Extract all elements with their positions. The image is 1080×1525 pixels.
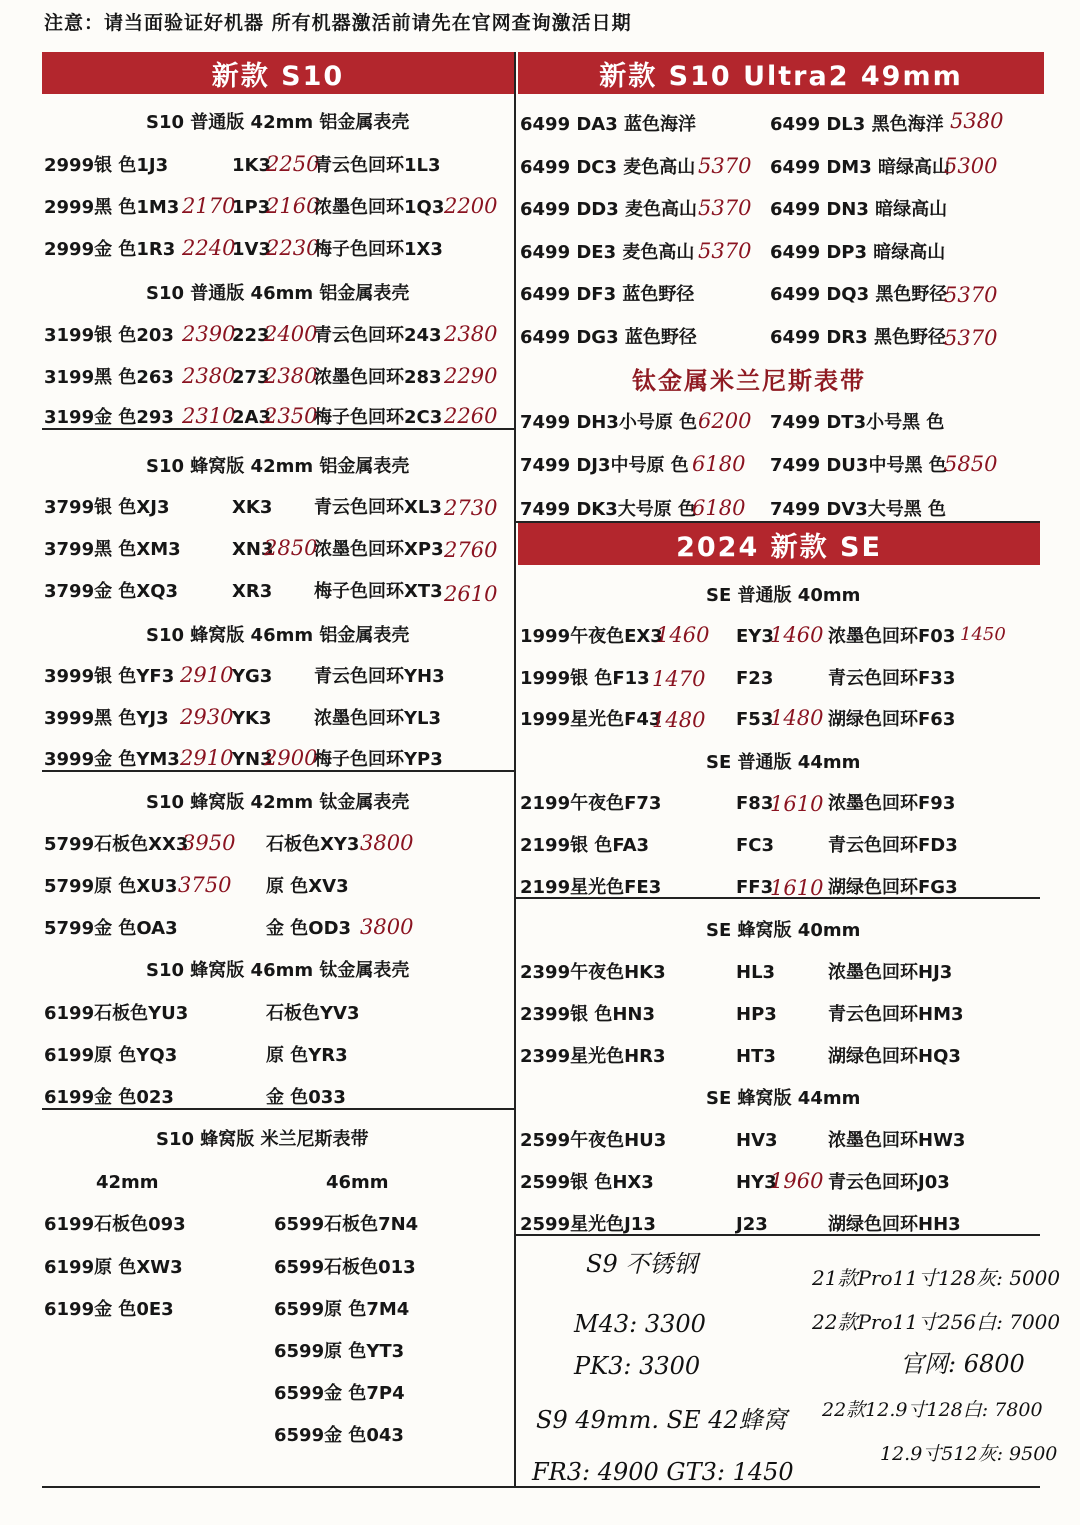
se-cell40-row3-a: 2399星光色HR3 <box>520 1046 666 1067</box>
ultra-row2-ha: 5370 <box>698 154 752 178</box>
se-gps40-row1-ha: 1460 <box>656 623 710 647</box>
divider-bottom <box>42 1486 1040 1488</box>
se-gps44-row3-hb: 1610 <box>770 876 824 900</box>
ultra-band-row2-b: 7499 DU3中号黑 色 <box>770 455 947 476</box>
ultra-row2-hb: 5300 <box>944 154 998 178</box>
se-cell40-row1-a: 2399午夜色HK3 <box>520 962 666 983</box>
s10-alu46-row3-a: 3199金 色293 <box>44 407 174 428</box>
ultra-band-row2-a: 7499 DJ3中号原 色 <box>520 455 689 476</box>
s10-alu42-row3-ha: 2240 <box>182 236 236 260</box>
s10-title-bar: 新款 S10 <box>42 52 514 94</box>
s10-milanese-46-row6: 6599金 色043 <box>274 1425 404 1446</box>
se-gps40-header: SE 普通版 40mm <box>706 585 861 606</box>
s10-alu42-row2-hb: 2160 <box>266 194 320 218</box>
s10-milanese-42-row1: 6199石板色093 <box>44 1214 186 1235</box>
ultra-row3-ha: 5370 <box>698 196 752 220</box>
se-cell44-row3-a: 2599星光色J13 <box>520 1214 656 1235</box>
s10-alu42-row2-ha: 2170 <box>182 194 236 218</box>
ultra-milanese-header: 钛金属米兰尼斯表带 <box>632 367 866 395</box>
s10-alu42-row2-b: 1P3 <box>232 197 271 218</box>
s10-milanese-sub42: 42mm <box>96 1172 159 1193</box>
s10-alu46-row3-b: 2A3 <box>232 407 271 428</box>
ultra-row6-b: 6499 DR3 黑色野径 <box>770 327 946 348</box>
note-m43: M43: 3300 <box>574 1310 706 1338</box>
se-gps40-row2-c: 青云色回环F33 <box>828 668 956 689</box>
ultra2-title-bar: 新款 S10 Ultra2 49mm <box>518 52 1044 94</box>
s10-ti46-row2-a: 6199原 色YQ3 <box>44 1045 178 1066</box>
s10-alu42-row3-hb: 2230 <box>266 236 320 260</box>
s10-alu46-row3-hc: 2260 <box>444 404 498 428</box>
s10-cell42-row3-hc: 2610 <box>444 582 498 606</box>
se-cell40-row2-c: 青云色回环HM3 <box>828 1004 964 1025</box>
s10-cell42-row3-b: XR3 <box>232 581 273 602</box>
s10-alu46-row2-ha: 2380 <box>182 364 236 388</box>
s10-cell46-row1-b: YG3 <box>232 666 273 687</box>
se-cell40-header: SE 蜂窝版 40mm <box>706 920 861 941</box>
ultra-row1-hb: 5380 <box>950 109 1004 133</box>
s10-alu46-row3-ha: 2310 <box>182 404 236 428</box>
ultra-row4-a: 6499 DE3 麦色高山 <box>520 242 695 263</box>
s10-alu46-row2-hb: 2380 <box>264 364 318 388</box>
s10-cell42-row2-hc: 2760 <box>444 538 498 562</box>
se-gps40-row3-hb: 1480 <box>770 706 824 730</box>
se-cell44-row3-b: J23 <box>736 1214 768 1235</box>
ultra-row2-a: 6499 DC3 麦色高山 <box>520 157 696 178</box>
note-ipad-129-512: 12.9寸512灰: 9500 <box>880 1443 1058 1465</box>
s10-alu46-row1-hc: 2380 <box>444 322 498 346</box>
s10-alu46-row1-a: 3199银 色203 <box>44 325 174 346</box>
s10-alu46-header: S10 普通版 46mm 铝金属表壳 <box>146 283 410 304</box>
s10-alu42-row2-hc: 2200 <box>444 194 498 218</box>
s10-cell46-header: S10 蜂窝版 46mm 铝金属表壳 <box>146 625 410 646</box>
se-gps40-row1-b: EY3 <box>736 626 774 647</box>
se-cell44-row2-hb: 1960 <box>770 1169 824 1193</box>
s10-cell46-row3-b: YN3 <box>232 749 273 770</box>
se-cell44-row1-b: HV3 <box>736 1130 778 1151</box>
se-cell40-row2-a: 2399银 色HN3 <box>520 1004 656 1025</box>
se-gps40-row3-ha: 1480 <box>652 708 706 732</box>
s10-alu42-row2-a: 2999黑 色1M3 <box>44 197 180 218</box>
s10-milanese-46-row1: 6599石板色7N4 <box>274 1214 419 1235</box>
s10-alu46-row1-ha: 2390 <box>182 322 236 346</box>
s10-ti42-row1-a: 5799石板色XX3 <box>44 834 189 855</box>
divider-right-1 <box>516 521 1040 523</box>
s10-ti46-row1-b: 石板色YV3 <box>266 1003 360 1024</box>
s10-alu46-row3-hb: 2350 <box>264 404 318 428</box>
s10-cell46-row3-a: 3999金 色YM3 <box>44 749 180 770</box>
ultra-band-row3-b: 7499 DV3大号黑 色 <box>770 499 947 520</box>
s10-milanese-42-row2: 6199原 色XW3 <box>44 1257 183 1278</box>
se-gps44-row2-c: 青云色回环FD3 <box>828 835 958 856</box>
s10-cell46-row2-c: 浓墨色回环YL3 <box>314 708 442 729</box>
se-gps40-row1-hc: 1450 <box>960 624 1006 645</box>
s10-alu46-row1-c: 青云色回环243 <box>314 325 442 346</box>
s10-alu46-row1-hb: 2400 <box>264 322 318 346</box>
s10-alu46-row2-hc: 2290 <box>444 364 498 388</box>
s10-cell42-row2-a: 3799黑 色XM3 <box>44 539 181 560</box>
ultra-band-row2-ha: 6180 <box>692 452 746 476</box>
note-ipad-22-256: 22款Pro11寸256白: 7000 <box>812 1310 1061 1334</box>
ultra-row2-b: 6499 DM3 暗绿高山 <box>770 157 951 178</box>
s10-alu42-row3-b: 1V3 <box>232 239 271 260</box>
se-gps44-row3-c: 湖绿色回环FG3 <box>828 877 958 898</box>
s10-cell46-row3-c: 梅子色回环YP3 <box>314 749 443 770</box>
s10-milanese-46-row2: 6599石板色013 <box>274 1257 416 1278</box>
s10-milanese-header: S10 蜂窝版 米兰尼斯表带 <box>156 1129 369 1150</box>
s10-milanese-46-row5: 6599金 色7P4 <box>274 1383 405 1404</box>
se-cell44-row2-a: 2599银 色HX3 <box>520 1172 654 1193</box>
ultra-row5-a: 6499 DF3 蓝色野径 <box>520 284 695 305</box>
ultra-row4-b: 6499 DP3 暗绿高山 <box>770 242 946 263</box>
se-gps44-row2-a: 2199银 色FA3 <box>520 835 650 856</box>
se-cell44-row2-c: 青云色回环J03 <box>828 1172 950 1193</box>
ultra-band-row1-ha: 6200 <box>698 409 752 433</box>
se-gps40-row2-b: F23 <box>736 668 774 689</box>
s10-cell46-row3-ha: 2910 <box>180 746 234 770</box>
ultra-row1-a: 6499 DA3 蓝色海洋 <box>520 114 697 135</box>
se-cell40-row2-b: HP3 <box>736 1004 777 1025</box>
se-gps40-row1-hb: 1460 <box>770 623 824 647</box>
se-cell40-row1-b: HL3 <box>736 962 776 983</box>
se-gps44-row1-c: 浓墨色回环F93 <box>828 793 956 814</box>
s10-milanese-sub46: 46mm <box>326 1172 389 1193</box>
ultra-row4-ha: 5370 <box>698 239 752 263</box>
ultra-band-row3-a: 7499 DK3大号原 色 <box>520 499 697 520</box>
s10-cell46-row2-ha: 2930 <box>180 705 234 729</box>
ultra-row5-b: 6499 DQ3 黑色野径 <box>770 284 948 305</box>
s10-cell46-row2-a: 3999黑 色YJ3 <box>44 708 169 729</box>
s10-cell42-row2-c: 浓墨色回环XP3 <box>314 539 444 560</box>
se-cell44-row1-c: 浓墨色回环HW3 <box>828 1130 966 1151</box>
s10-alu46-row2-c: 浓墨色回环283 <box>314 367 442 388</box>
ultra-band-row2-hb: 5850 <box>944 452 998 476</box>
s10-cell46-row1-c: 青云色回环YH3 <box>314 666 445 687</box>
ultra-row1-b: 6499 DL3 黑色海洋 <box>770 114 944 135</box>
s10-cell42-header: S10 蜂窝版 42mm 铝金属表壳 <box>146 456 410 477</box>
se-gps44-row3-a: 2199星光色FE3 <box>520 877 662 898</box>
s10-ti46-row1-a: 6199石板色YU3 <box>44 1003 189 1024</box>
s10-alu42-row1-b: 1K3 <box>232 155 271 176</box>
se-gps40-row3-c: 湖绿色回环F63 <box>828 709 956 730</box>
s10-cell42-row2-b: XN3 <box>232 539 274 560</box>
note-pk3: PK3: 3300 <box>574 1352 701 1380</box>
se-gps40-row2-a: 1999银 色F13 <box>520 668 650 689</box>
note-s9-49mm: S9 49mm. SE 42蜂窝 <box>536 1406 787 1434</box>
s10-ti42-row3-hb: 3800 <box>360 915 414 939</box>
note-s9-steel: S9 不锈钢 <box>586 1250 698 1278</box>
se-gps40-row1-a: 1999午夜色EX3 <box>520 626 663 647</box>
s10-cell42-row1-c: 青云色回环XL3 <box>314 497 442 518</box>
se-gps40-row1-c: 浓墨色回环F03 <box>828 626 956 647</box>
ultra-row6-hb: 5370 <box>944 326 998 350</box>
ultra-band-row3-ha: 6180 <box>692 496 746 520</box>
s10-ti42-row3-b: 金 色OD3 <box>266 918 352 939</box>
se-cell44-row2-b: HY3 <box>736 1172 777 1193</box>
se-title-bar: 2024 新款 SE <box>518 523 1040 565</box>
note-ipad-129-128: 22款12.9寸128白: 7800 <box>822 1399 1043 1421</box>
s10-alu46-row2-b: 273 <box>232 367 270 388</box>
se-gps44-row2-b: FC3 <box>736 835 775 856</box>
s10-ti46-row2-b: 原 色YR3 <box>266 1045 348 1066</box>
s10-alu42-row1-a: 2999银 色1J3 <box>44 155 169 176</box>
s10-cell46-row1-ha: 2910 <box>180 663 234 687</box>
s10-alu42-row3-c: 梅子色回环1X3 <box>314 239 443 260</box>
se-gps44-row3-b: FF3 <box>736 877 774 898</box>
ultra-band-row1-a: 7499 DH3小号原 色 <box>520 412 698 433</box>
ultra-row3-a: 6499 DD3 麦色高山 <box>520 199 698 220</box>
s10-ti42-row2-a: 5799原 色XU3 <box>44 876 178 897</box>
s10-alu42-row1-c: 青云色回环1L3 <box>314 155 441 176</box>
se-gps40-row3-b: F53 <box>736 709 774 730</box>
se-cell40-row1-c: 浓墨色回环HJ3 <box>828 962 953 983</box>
s10-ti42-header: S10 蜂窝版 42mm 钛金属表壳 <box>146 792 410 813</box>
s10-ti42-row2-b: 原 色XV3 <box>266 876 349 897</box>
se-gps44-row1-b: F83 <box>736 793 774 814</box>
s10-alu42-header: S10 普通版 42mm 铝金属表壳 <box>146 112 410 133</box>
se-cell44-row1-a: 2599午夜色HU3 <box>520 1130 667 1151</box>
notice-text: 注意：请当面验证好机器 所有机器激活前请先在官网查询激活日期 <box>44 12 632 34</box>
s10-alu42-row3-a: 2999金 色1R3 <box>44 239 176 260</box>
s10-cell46-row3-hb: 2900 <box>264 746 318 770</box>
s10-milanese-46-row4: 6599原 色YT3 <box>274 1341 405 1362</box>
se-cell44-row3-c: 湖绿色回环HH3 <box>828 1214 961 1235</box>
s10-alu46-row3-c: 梅子色回环2C3 <box>314 407 443 428</box>
s10-cell42-row1-hc: 2730 <box>444 496 498 520</box>
s10-ti42-row1-ha: 3950 <box>182 831 236 855</box>
s10-cell42-row2-hb: 2850 <box>264 536 318 560</box>
se-gps44-header: SE 普通版 44mm <box>706 752 861 773</box>
s10-cell42-row1-b: XK3 <box>232 497 273 518</box>
s10-cell42-row1-a: 3799银 色XJ3 <box>44 497 170 518</box>
note-fr3-gt3: FR3: 4900 GT3: 1450 <box>532 1458 794 1486</box>
se-gps40-row2-ha: 1470 <box>652 667 706 691</box>
se-gps44-row1-a: 2199午夜色F73 <box>520 793 662 814</box>
s10-ti42-row2-ha: 3750 <box>178 873 232 897</box>
s10-cell42-row3-a: 3799金 色XQ3 <box>44 581 179 602</box>
s10-ti42-row1-hb: 3800 <box>360 831 414 855</box>
ultra-row3-b: 6499 DN3 暗绿高山 <box>770 199 948 220</box>
s10-ti42-row3-a: 5799金 色OA3 <box>44 918 178 939</box>
ultra-band-row1-b: 7499 DT3小号黑 色 <box>770 412 945 433</box>
se-gps40-row3-a: 1999星光色F43 <box>520 709 662 730</box>
se-cell40-row3-c: 湖绿色回环HQ3 <box>828 1046 961 1067</box>
se-cell44-header: SE 蜂窝版 44mm <box>706 1088 861 1109</box>
s10-ti42-row1-b: 石板色XY3 <box>266 834 360 855</box>
note-official: 官网: 6800 <box>900 1350 1025 1378</box>
s10-cell42-row3-c: 梅子色回环XT3 <box>314 581 443 602</box>
ultra-row5-hb: 5370 <box>944 283 998 307</box>
note-ipad-21: 21款Pro11寸128灰: 5000 <box>812 1266 1061 1290</box>
s10-cell46-row2-b: YK3 <box>232 708 272 729</box>
se-gps44-row1-hb: 1610 <box>770 792 824 816</box>
s10-ti46-header: S10 蜂窝版 46mm 钛金属表壳 <box>146 960 410 981</box>
s10-ti46-row3-a: 6199金 色023 <box>44 1087 174 1108</box>
s10-alu46-row2-a: 3199黑 色263 <box>44 367 174 388</box>
s10-alu42-row2-c: 浓墨色回环1Q3 <box>314 197 445 218</box>
s10-alu46-row1-b: 223 <box>232 325 270 346</box>
se-cell40-row3-b: HT3 <box>736 1046 776 1067</box>
s10-milanese-42-row3: 6199金 色0E3 <box>44 1299 174 1320</box>
center-divider <box>514 52 516 1487</box>
ultra-row6-a: 6499 DG3 蓝色野径 <box>520 327 697 348</box>
s10-ti46-row3-b: 金 色033 <box>266 1087 346 1108</box>
s10-milanese-46-row3: 6599原 色7M4 <box>274 1299 410 1320</box>
s10-cell46-row1-a: 3999银 色YF3 <box>44 666 175 687</box>
s10-alu42-row1-hb: 2250 <box>266 152 320 176</box>
